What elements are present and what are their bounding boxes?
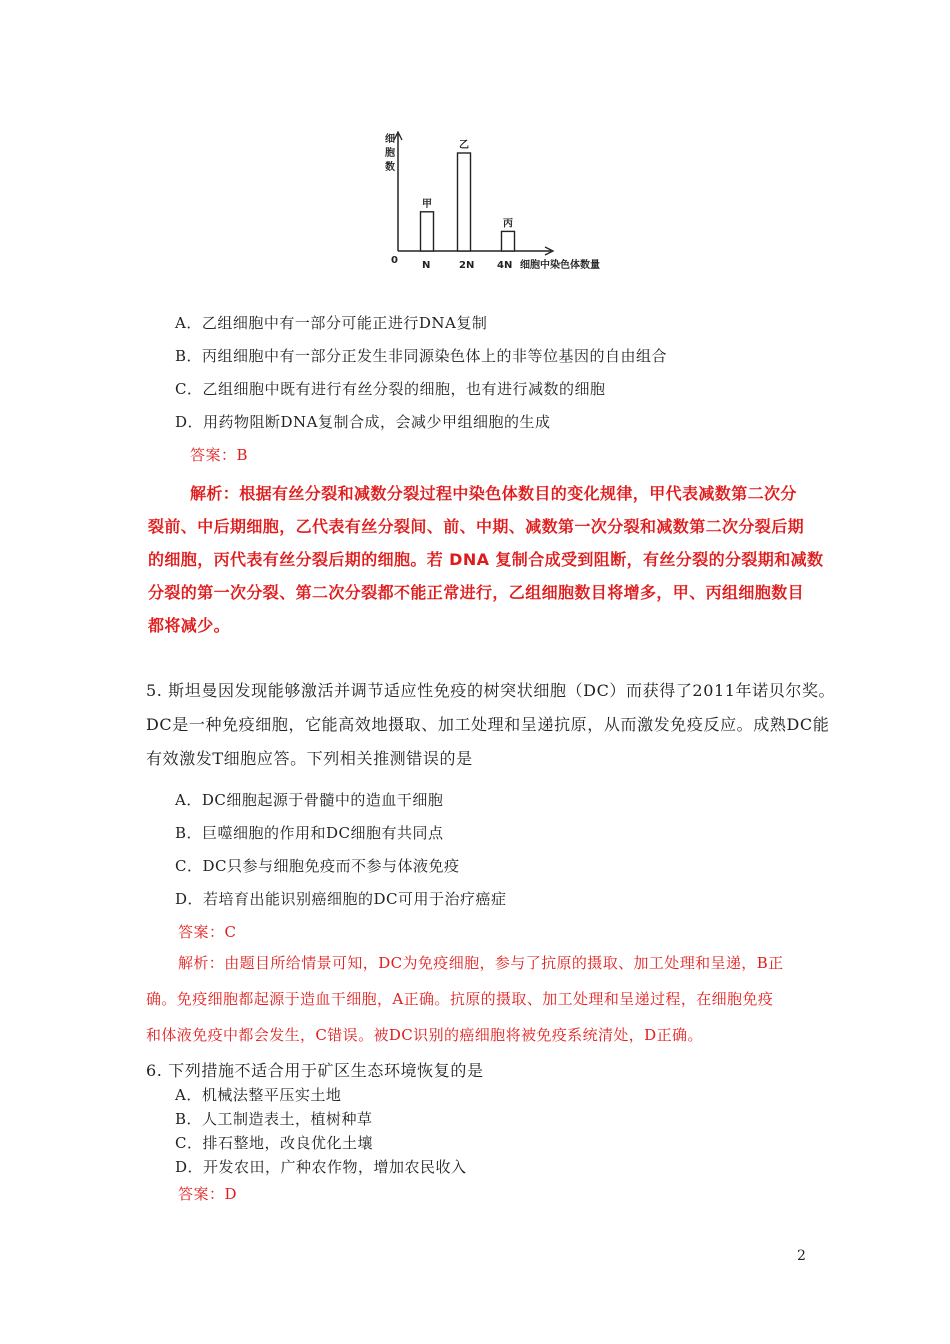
q4-analysis-line-4: 分裂的第一次分裂、第二次分裂都不能正常进行，乙组细胞数目将增多，甲、丙组细胞数目 — [148, 583, 805, 602]
q5-option-d: D．若培育出能识别癌细胞的DC可用于治疗癌症 — [175, 890, 507, 908]
q5-analysis-line-2: 确。免疫细胞都起源于造血干细胞，A正确。抗原的摄取、加工处理和呈递过程，在细胞免疫 — [146, 990, 774, 1008]
q5-option-a: A．DC细胞起源于骨髓中的造血干细胞 — [175, 791, 444, 809]
q4-analysis-line-2: 裂前、中后期细胞，乙代表有丝分裂间、前、中期、减数第一次分裂和减数第二次分裂后期 — [148, 517, 805, 536]
bar-2N — [458, 153, 471, 251]
q5-stem-line-2: DC是一种免疫细胞，它能高效地摄取、加工处理和呈递抗原，从而激发免疫反应。成熟DC能 — [146, 715, 830, 734]
x-tick-2N: 2N — [459, 260, 475, 271]
page-number: 2 — [797, 1248, 806, 1264]
q4-option-c: C．乙组细胞中既有进行有丝分裂的细胞，也有进行减数的细胞 — [175, 380, 606, 398]
x-tick-4N: 4N — [497, 260, 513, 271]
bar-N — [421, 212, 434, 251]
q4-answer: 答案：B — [190, 446, 249, 464]
y-axis-label-char-1: 胞 — [385, 148, 395, 159]
bar-label-N: 甲 — [422, 198, 432, 210]
y-axis-label-char-0: 细 — [385, 134, 395, 145]
q4-analysis-line-5: 都将减少。 — [148, 616, 231, 635]
q6-option-c: C．排石整地，改良优化土壤 — [175, 1134, 373, 1152]
q6-option-a: A．机械法整平压实土地 — [175, 1086, 342, 1104]
q5-analysis-line-3: 和体液免疫中都会发生，C错误。被DC识别的癌细胞将被免疫系统清处，D正确。 — [146, 1026, 703, 1044]
q6-stem: 6. 下列措施不适合用于矿区生态环境恢复的是 — [146, 1061, 484, 1080]
q5-stem-line-1: 5. 斯坦曼因发现能够激活并调节适应性免疫的树突状细胞（DC）而获得了2011年诺贝尔奖。 — [146, 681, 836, 700]
bar-label-4N: 丙 — [503, 218, 513, 230]
q5-analysis-line-1: 解析：由题目所给情景可知，DC为免疫细胞，参与了抗原的摄取、加工处理和呈递，B正 — [178, 954, 784, 972]
q5-stem-line-3: 有效激发T细胞应答。下列相关推测错误的是 — [146, 749, 473, 768]
x-axis-label: 细胞中染色体数量 — [520, 260, 600, 271]
bar-label-2N: 乙 — [459, 140, 469, 151]
q5-answer: 答案：C — [178, 923, 237, 941]
bar-4N — [502, 231, 515, 251]
q6-option-b: B．人工制造表土，植树种草 — [175, 1110, 373, 1128]
q5-option-c: C．DC只参与细胞免疫而不参与体液免疫 — [175, 857, 460, 875]
q6-option-d: D．开发农田，广种农作物，增加农民收入 — [175, 1158, 467, 1176]
q4-option-d: D．用药物阻断DNA复制合成，会减少甲组细胞的生成 — [175, 413, 551, 431]
q4-option-b: B．丙组细胞中有一部分正发生非同源染色体上的非等位基因的自由组合 — [175, 347, 668, 365]
q5-option-b: B．巨噬细胞的作用和DC细胞有共同点 — [175, 824, 444, 842]
origin-label: 0 — [391, 255, 398, 266]
y-axis-label-char-2: 数 — [385, 162, 395, 173]
q6-answer: 答案：D — [178, 1185, 238, 1203]
q4-analysis-line-3: 的细胞，丙代表有丝分裂后期的细胞。若 DNA 复制合成受到阻断，有丝分裂的分裂期和减数 — [148, 550, 824, 569]
chromosome-bar-chart — [375, 120, 615, 280]
q4-option-a: A．乙组细胞中有一部分可能正进行DNA复制 — [175, 314, 488, 332]
x-tick-N: N — [422, 260, 431, 271]
q4-analysis-line-1: 解析：根据有丝分裂和减数分裂过程中染色体数目的变化规律，甲代表减数第二次分 — [190, 484, 797, 503]
